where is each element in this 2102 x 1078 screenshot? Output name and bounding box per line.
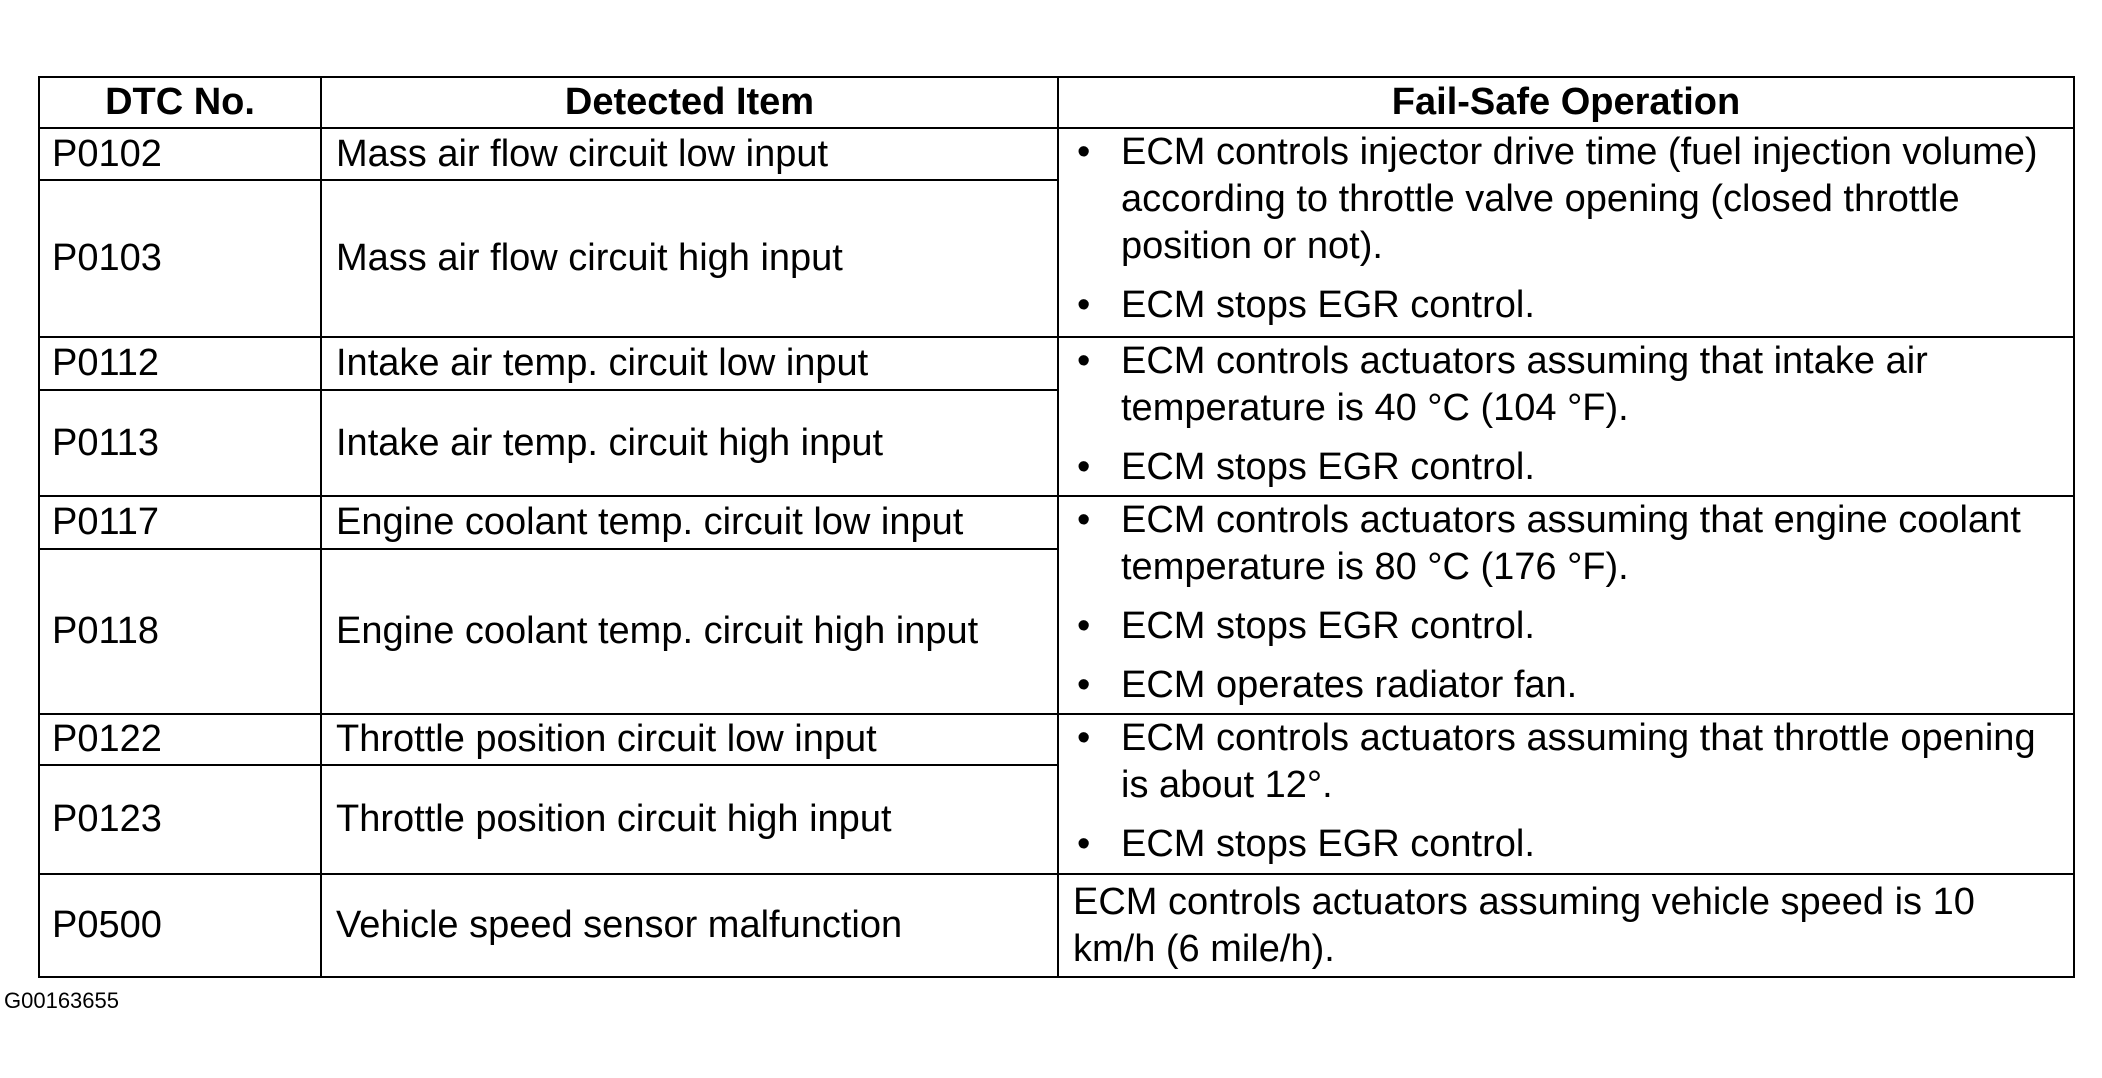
operation-item: • ECM operates radiator fan. — [1073, 662, 2063, 709]
fail-safe-operation — [1058, 337, 2074, 496]
dtc-fail-safe-table — [38, 76, 2075, 978]
detected-item: Engine coolant temp. circuit high input — [321, 549, 1058, 714]
operation-list — [1073, 129, 2063, 329]
detected-item: Throttle position circuit high input — [321, 765, 1058, 874]
dtc-code: P0123 — [39, 765, 321, 874]
dtc-code: P0122 — [39, 714, 321, 765]
operation-item: • ECM controls actuators assuming that throttle opening is about 12°. — [1073, 715, 2063, 809]
header-row — [39, 77, 2074, 128]
operation-list — [1073, 715, 2063, 868]
dtc-code: P0500 — [39, 874, 321, 977]
dtc-code: P0117 — [39, 496, 321, 549]
fail-safe-operation — [1058, 714, 2074, 874]
fail-safe-operation — [1058, 496, 2074, 714]
operation-list — [1073, 338, 2063, 491]
table-row — [39, 337, 2074, 390]
operation-item: • ECM stops EGR control. — [1073, 603, 2063, 650]
operation-text: ECM controls actuators assuming vehicle speed is 10 km/h (6 mile/h). — [1073, 881, 1975, 970]
operation-item: • ECM stops EGR control. — [1073, 821, 2063, 868]
dtc-code: P0113 — [39, 390, 321, 496]
table-row — [39, 496, 2074, 549]
detected-item: Intake air temp. circuit low input — [321, 337, 1058, 390]
operation-item: • ECM stops EGR control. — [1073, 282, 2063, 329]
detected-item: Mass air flow circuit low input — [321, 128, 1058, 180]
figure-id: G00163655 — [4, 988, 119, 1013]
dtc-code: P0103 — [39, 180, 321, 337]
header-detected-item: Detected Item — [321, 77, 1058, 128]
dtc-code: P0118 — [39, 549, 321, 714]
fail-safe-operation — [1058, 128, 2074, 337]
operation-item: • ECM stops EGR control. — [1073, 444, 2063, 491]
table-row — [39, 714, 2074, 765]
operation-list — [1073, 497, 2063, 709]
table-row — [39, 128, 2074, 180]
detected-item: Mass air flow circuit high input — [321, 180, 1058, 337]
operation-item: • ECM controls injector drive time (fuel injection volume) according to throttle valve opening (closed throttle position or not). — [1073, 129, 2063, 270]
detected-item: Intake air temp. circuit high input — [321, 390, 1058, 496]
dtc-code: P0102 — [39, 128, 321, 180]
header-fail-safe-operation: Fail-Safe Operation — [1058, 77, 2074, 128]
operation-item: • ECM controls actuators assuming that engine coolant temperature is 80 °C (176 °F). — [1073, 497, 2063, 591]
table-row — [39, 874, 2074, 977]
detected-item: Engine coolant temp. circuit low input — [321, 496, 1058, 549]
detected-item: Throttle position circuit low input — [321, 714, 1058, 765]
detected-item: Vehicle speed sensor malfunction — [321, 874, 1058, 977]
header-dtc-no: DTC No. — [39, 77, 321, 128]
fail-safe-operation — [1058, 874, 2074, 977]
dtc-code: P0112 — [39, 337, 321, 390]
operation-item: • ECM controls actuators assuming that intake air temperature is 40 °C (104 °F). — [1073, 338, 2063, 432]
